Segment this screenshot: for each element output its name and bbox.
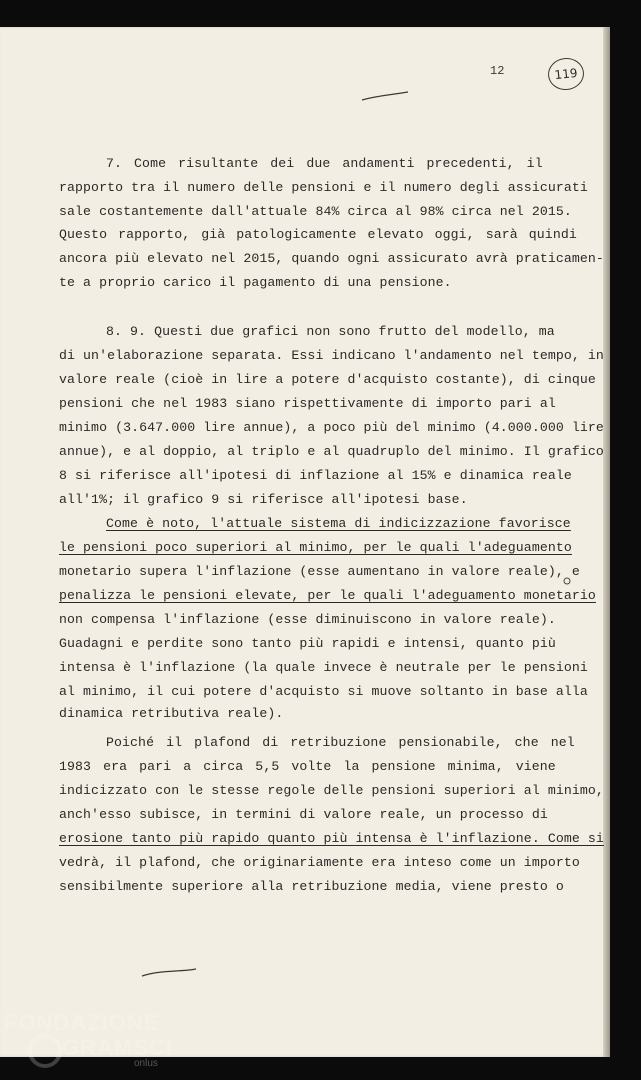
text-line: monetario supera l'inflazione (esse aumentano in valore reale), e [59, 564, 580, 579]
text-line: minimo (3.647.000 lire annue), a poco più del minimo (4.000.000 lire [59, 420, 604, 435]
page-number: 12 [490, 64, 505, 78]
text-line: indicizzato con le stesse regole delle pensioni superiori al minimo, [59, 783, 604, 798]
watermark-logo-icon [28, 1034, 62, 1068]
text-line: le pensioni poco superiori al minimo, per le quali l'adeguamento [59, 540, 572, 555]
text-line: annue), e al doppio, al triplo e al quadruplo del minimo. Il grafico [59, 444, 604, 459]
text-line: all'1%; il grafico 9 si riferisce all'ipotesi base. [59, 492, 468, 507]
text-line: rapporto tra il numero delle pensioni e il numero degli assicurati [59, 180, 588, 195]
text-line: Guadagni e perdite sono tanto più rapidi e intensi, quanto più [59, 636, 556, 651]
text-line: Come è noto, l'attuale sistema di indicizzazione favorisce [106, 516, 571, 531]
text-line: ancora più elevato nel 2015, quando ogni assicurato avrà praticamen- [59, 251, 604, 266]
watermark-gramsci: GRAMSCI [62, 1035, 173, 1060]
footer-pen-mark [140, 966, 200, 980]
text-line: intensa è l'inflazione (la quale invece è neutrale per le pensioni [59, 660, 588, 675]
text-line: pensioni che nel 1983 siano rispettivamente di importo pari al [59, 396, 556, 411]
header-rule-mark [360, 90, 410, 104]
text-line: sensibilmente superiore alla retribuzione media, viene presto o [59, 879, 564, 894]
text-line: 8 si riferisce all'ipotesi di inflazione al 15% e dinamica reale [59, 468, 572, 483]
text-line: penalizza le pensioni elevate, per le quali l'adeguamento monetario [59, 588, 596, 603]
text-line: non compensa l'inflazione (esse diminuiscono in valore reale). [59, 612, 556, 627]
watermark-fondazione: FONDAZIONE [4, 1010, 160, 1035]
text-line: anch'esso subisce, in termini di valore reale, un processo di [59, 807, 548, 822]
page-edge [603, 27, 610, 1057]
text-line: sale costantemente dall'attuale 84% circa al 98% circa nel 2015. [59, 204, 572, 219]
text-line: 7. Come risultante dei due andamenti precedenti, il [106, 156, 543, 171]
text-line: di un'elaborazione separata. Essi indicano l'andamento nel tempo, in [59, 348, 604, 363]
text-line: vedrà, il plafond, che originariamente era inteso come un importo [59, 855, 580, 870]
text-line: valore reale (cioè in lire a potere d'acquisto costante), di cinque [59, 372, 596, 387]
text-line: 1983 era pari a circa 5,5 volte la pensione minima, viene [59, 759, 556, 774]
text-line: erosione tanto più rapido quanto più intensa è l'inflazione. Come si [59, 831, 604, 846]
text-line: te a proprio carico il pagamento di una pensione. [59, 275, 452, 290]
text-line: dinamica retributiva reale). [59, 706, 284, 721]
text-line: 8. 9. Questi due grafici non sono frutto del modello, ma [106, 324, 555, 339]
folio-stamp: 119 [546, 56, 585, 92]
text-line: Poiché il plafond di retribuzione pensionabile, che nel [106, 735, 575, 750]
watermark-onlus: onlus [134, 1058, 158, 1069]
text-line: al minimo, il cui potere d'acquisto si muove soltanto in base alla [59, 684, 588, 699]
text-line: Questo rapporto, già patologicamente elevato oggi, sarà quindi [59, 227, 577, 242]
